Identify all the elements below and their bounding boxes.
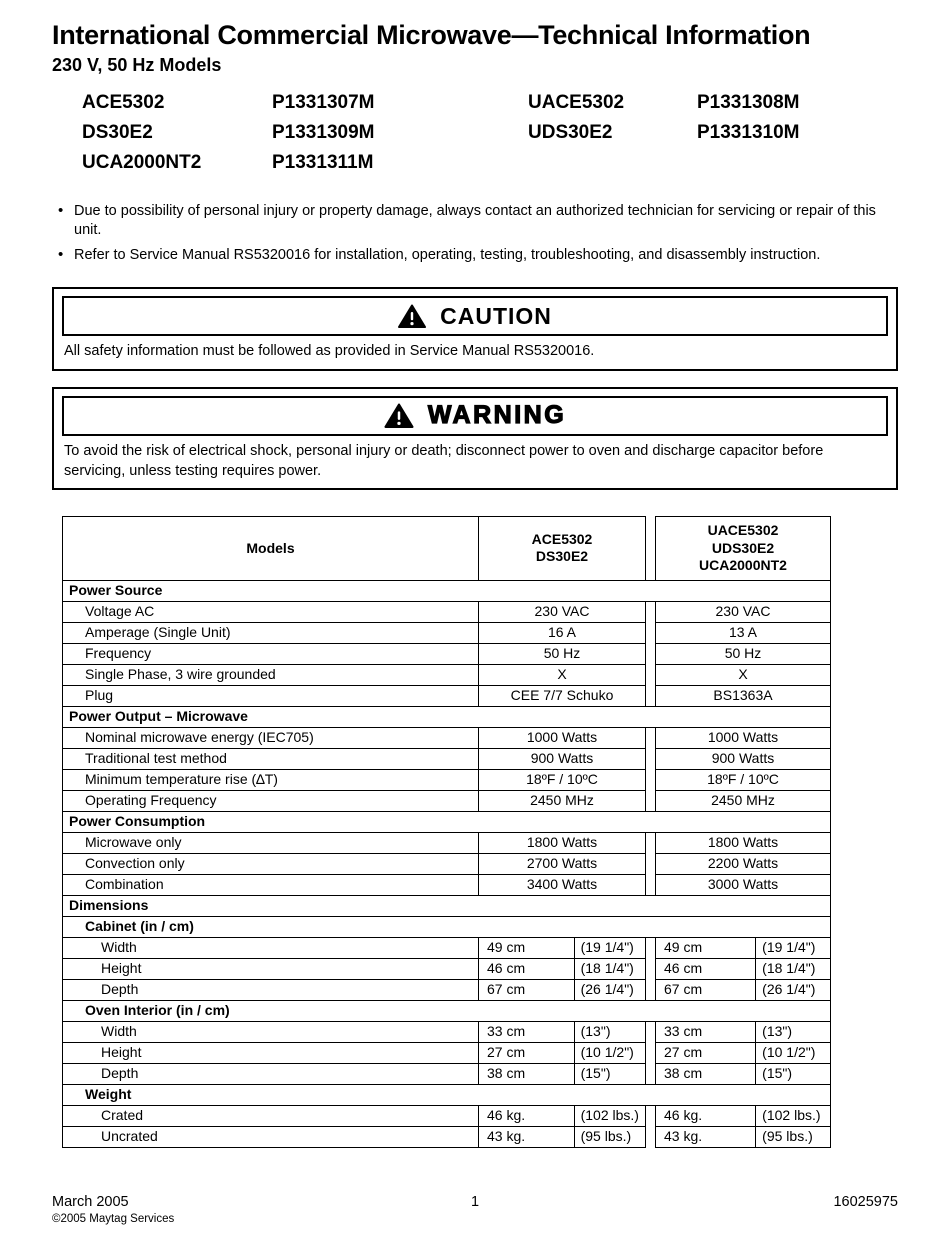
header-model-name: ACE5302 [531, 530, 593, 547]
spec-label-cell: Traditional test method [63, 748, 479, 769]
spec-value-cell: 900 Watts [656, 748, 831, 769]
page-footer [52, 1194, 898, 1225]
imperial-value: (19 1/4") [574, 938, 645, 958]
spec-value-cell: 2200 Watts [656, 853, 831, 874]
spec-row [63, 874, 831, 895]
warning-box [52, 387, 898, 490]
spec-label-cell: Minimum temperature rise (∆T) [63, 769, 479, 790]
warning-label: WARNING [427, 401, 567, 430]
imperial-value: (102 lbs.) [755, 1106, 830, 1126]
column-gap [646, 664, 656, 685]
warning-text: To avoid the risk of electrical shock, personal injury or death; disconnect power to oven and discharge capacitor before servicing, unless testing requires power. [64, 442, 824, 479]
note-item: • Refer to Service Manual RS5320016 for installation, operating, testing, troubleshooting, and disassembly instruction. [52, 246, 898, 265]
spec-row [63, 685, 831, 706]
metric-value: 38 cm [487, 1064, 526, 1081]
metric-value: 33 cm [664, 1022, 703, 1039]
imperial-value: (13") [574, 1022, 645, 1042]
page-title: International Commercial Microwave—Technical Information [52, 20, 811, 50]
spec-row [63, 643, 831, 664]
column-gap [646, 748, 656, 769]
column-gap [646, 727, 656, 748]
metric-value: 46 kg. [487, 1106, 526, 1123]
spec-row [63, 790, 831, 811]
imperial-value: (26 1/4") [755, 980, 830, 1000]
section-header-cell: Weight [63, 1084, 831, 1105]
spec-label-cell: Nominal microwave energy (IEC705) [63, 727, 479, 748]
spec-value-cell [479, 1042, 646, 1063]
spec-value-cell: BS1363A [656, 685, 831, 706]
column-gap [646, 685, 656, 706]
models-header-cell: Models [63, 517, 479, 581]
spec-value-cell: 50 Hz [656, 643, 831, 664]
page-subtitle: 230 V, 50 Hz Models [52, 55, 222, 75]
doc-number: 16025975 [833, 1194, 898, 1210]
column-gap [646, 1021, 656, 1042]
spec-value-cell [656, 1063, 831, 1084]
header-model-name: UCA2000NT2 [699, 557, 787, 574]
spec-value-cell [479, 937, 646, 958]
imperial-value: (10 1/2") [574, 1043, 645, 1063]
metric-value: 49 cm [664, 938, 703, 955]
metric-value: 27 cm [487, 1043, 526, 1060]
spec-value-cell [479, 958, 646, 979]
spec-label-cell: Height [63, 1042, 479, 1063]
metric-value: 46 kg. [664, 1106, 703, 1123]
note-item: • Due to possibility of personal injury or property damage, always contact an authorized technician for servicing or repair of this unit. [52, 202, 898, 240]
caution-header [62, 296, 888, 336]
header-model-name: UDS30E2 [711, 539, 775, 556]
spec-value-cell [656, 1042, 831, 1063]
spec-value-cell: 900 Watts [479, 748, 646, 769]
column-gap [646, 874, 656, 895]
imperial-value: (13") [755, 1022, 830, 1042]
model-cell: P1331309M [272, 122, 375, 143]
spec-value-cell: 13 A [656, 622, 831, 643]
imperial-value: (10 1/2") [755, 1043, 830, 1063]
spec-value-cell: X [479, 664, 646, 685]
column-gap [646, 979, 656, 1000]
header-model-name: DS30E2 [535, 548, 589, 565]
spec-row [63, 958, 831, 979]
spec-row [63, 580, 831, 601]
imperial-value: (18 1/4") [755, 959, 830, 979]
spec-row [63, 1000, 831, 1021]
warning-header [62, 396, 888, 436]
header-model-name: UACE5302 [707, 522, 779, 539]
spec-value-cell: CEE 7/7 Schuko [479, 685, 646, 706]
spec-value-cell [656, 1105, 831, 1126]
section-header-cell: Power Consumption [63, 811, 831, 832]
model-cell: P1331307M [272, 92, 375, 113]
spec-value-cell [479, 1105, 646, 1126]
footer-copyright: ©2005 Maytag Services [52, 1213, 175, 1225]
spec-label-cell: Single Phase, 3 wire grounded [63, 664, 479, 685]
spec-row [63, 811, 831, 832]
metric-value: 33 cm [487, 1022, 526, 1039]
metric-value: 43 kg. [487, 1127, 526, 1144]
column-gap [646, 790, 656, 811]
metric-value: 67 cm [664, 980, 703, 997]
spec-label-cell: Depth [63, 979, 479, 1000]
spec-label-cell: Amperage (Single Unit) [63, 622, 479, 643]
model-cell: UCA2000NT2 [82, 152, 202, 173]
spec-value-cell: 230 VAC [656, 601, 831, 622]
spec-value-cell: 2700 Watts [479, 853, 646, 874]
footer-date: March 2005 [52, 1194, 129, 1210]
column-gap [646, 601, 656, 622]
spec-value-cell [656, 1021, 831, 1042]
warning-triangle-icon [398, 304, 426, 329]
spec-row [63, 706, 831, 727]
spec-table [62, 516, 831, 1148]
notes-list [52, 202, 898, 265]
imperial-value: (15") [755, 1064, 830, 1084]
metric-value: 43 kg. [664, 1127, 703, 1144]
column-gap [646, 622, 656, 643]
spec-value-cell [656, 1126, 831, 1147]
spec-row [63, 895, 831, 916]
spec-value-cell [479, 1063, 646, 1084]
model-cell [528, 152, 697, 174]
metric-value: 46 cm [487, 959, 526, 976]
spec-row [63, 1042, 831, 1063]
column-gap [646, 517, 656, 581]
spec-label-cell: Convection only [63, 853, 479, 874]
column-gap [646, 958, 656, 979]
column-gap [646, 643, 656, 664]
model-cell: P1331311M [272, 152, 374, 173]
spec-label-cell: Height [63, 958, 479, 979]
footer-left [52, 1194, 471, 1225]
spec-label-cell: Voltage AC [63, 601, 479, 622]
spec-value-cell [656, 958, 831, 979]
spec-row [63, 1021, 831, 1042]
column-gap [646, 769, 656, 790]
spec-row [63, 916, 831, 937]
spec-row [63, 769, 831, 790]
spec-row [63, 727, 831, 748]
spec-value-cell: 230 VAC [479, 601, 646, 622]
imperial-value: (19 1/4") [755, 938, 830, 958]
column-gap [646, 937, 656, 958]
model-list [82, 92, 898, 174]
column-gap [646, 832, 656, 853]
section-header-cell: Dimensions [63, 895, 831, 916]
spec-value-cell [656, 937, 831, 958]
spec-value-cell: 3400 Watts [479, 874, 646, 895]
spec-label-cell: Operating Frequency [63, 790, 479, 811]
spec-header-row [63, 517, 831, 581]
spec-value-cell: 2450 MHz [656, 790, 831, 811]
model-cell [697, 152, 898, 174]
spec-label-cell: Uncrated [63, 1126, 479, 1147]
spec-label-cell: Crated [63, 1105, 479, 1126]
spec-row [63, 937, 831, 958]
spec-value-cell: 1000 Watts [656, 727, 831, 748]
spec-label-cell: Combination [63, 874, 479, 895]
model-cell: ACE5302 [82, 92, 165, 113]
model-cell: UDS30E2 [528, 122, 613, 143]
spec-value-cell: 16 A [479, 622, 646, 643]
model-cell: P1331308M [697, 92, 800, 113]
imperial-value: (95 lbs.) [574, 1127, 645, 1147]
spec-value-cell [479, 1021, 646, 1042]
column-gap [646, 1126, 656, 1147]
column-gap [646, 1105, 656, 1126]
spec-row [63, 853, 831, 874]
spec-row [63, 979, 831, 1000]
caution-text: All safety information must be followed as provided in Service Manual RS5320016. [64, 343, 595, 360]
spec-label-cell: Width [63, 937, 479, 958]
metric-value: 27 cm [664, 1043, 703, 1060]
imperial-value: (95 lbs.) [755, 1127, 830, 1147]
page-number: 1 [470, 1194, 480, 1210]
spec-row [63, 832, 831, 853]
spec-label-cell: Frequency [63, 643, 479, 664]
imperial-value: (18 1/4") [574, 959, 645, 979]
spec-value-cell: 50 Hz [479, 643, 646, 664]
spec-value-cell: 3000 Watts [656, 874, 831, 895]
metric-value: 46 cm [664, 959, 703, 976]
spec-label-cell: Depth [63, 1063, 479, 1084]
spec-value-cell: 1000 Watts [479, 727, 646, 748]
spec-row [63, 748, 831, 769]
metric-value: 67 cm [487, 980, 526, 997]
imperial-value: (102 lbs.) [574, 1106, 645, 1126]
spec-label-cell: Width [63, 1021, 479, 1042]
spec-row [63, 622, 831, 643]
warning-triangle-icon [384, 403, 414, 429]
spec-value-cell: 18ºF / 10ºC [479, 769, 646, 790]
spec-value-cell: 18ºF / 10ºC [656, 769, 831, 790]
metric-value: 49 cm [487, 938, 526, 955]
model-cell: P1331310M [697, 122, 800, 143]
spec-row [63, 1126, 831, 1147]
spec-label-cell: Plug [63, 685, 479, 706]
metric-value: 38 cm [664, 1064, 703, 1081]
imperial-value: (15") [574, 1064, 645, 1084]
section-header-cell: Power Source [63, 580, 831, 601]
model-cell: UACE5302 [528, 92, 625, 113]
spec-value-cell: 2450 MHz [479, 790, 646, 811]
spec-value-cell [479, 979, 646, 1000]
column-gap [646, 853, 656, 874]
spec-value-cell [479, 1126, 646, 1147]
model-cell: DS30E2 [82, 122, 153, 143]
column-gap [646, 1042, 656, 1063]
caution-box [52, 287, 898, 371]
spec-row [63, 1084, 831, 1105]
spec-label-cell: Microwave only [63, 832, 479, 853]
spec-value-cell [656, 979, 831, 1000]
spec-row [63, 1105, 831, 1126]
section-header-cell: Oven Interior (in / cm) [63, 1000, 831, 1021]
spec-value-cell: 1800 Watts [656, 832, 831, 853]
column-gap [646, 1063, 656, 1084]
spec-row [63, 664, 831, 685]
spec-value-cell: 1800 Watts [479, 832, 646, 853]
spec-row [63, 601, 831, 622]
caution-label: CAUTION [440, 302, 552, 329]
spec-value-cell: X [656, 664, 831, 685]
model-group-2-header [656, 517, 831, 581]
spec-row [63, 1063, 831, 1084]
section-header-cell: Power Output – Microwave [63, 706, 831, 727]
imperial-value: (26 1/4") [574, 980, 645, 1000]
section-header-cell: Cabinet (in / cm) [63, 916, 831, 937]
model-group-1-header [479, 517, 646, 581]
